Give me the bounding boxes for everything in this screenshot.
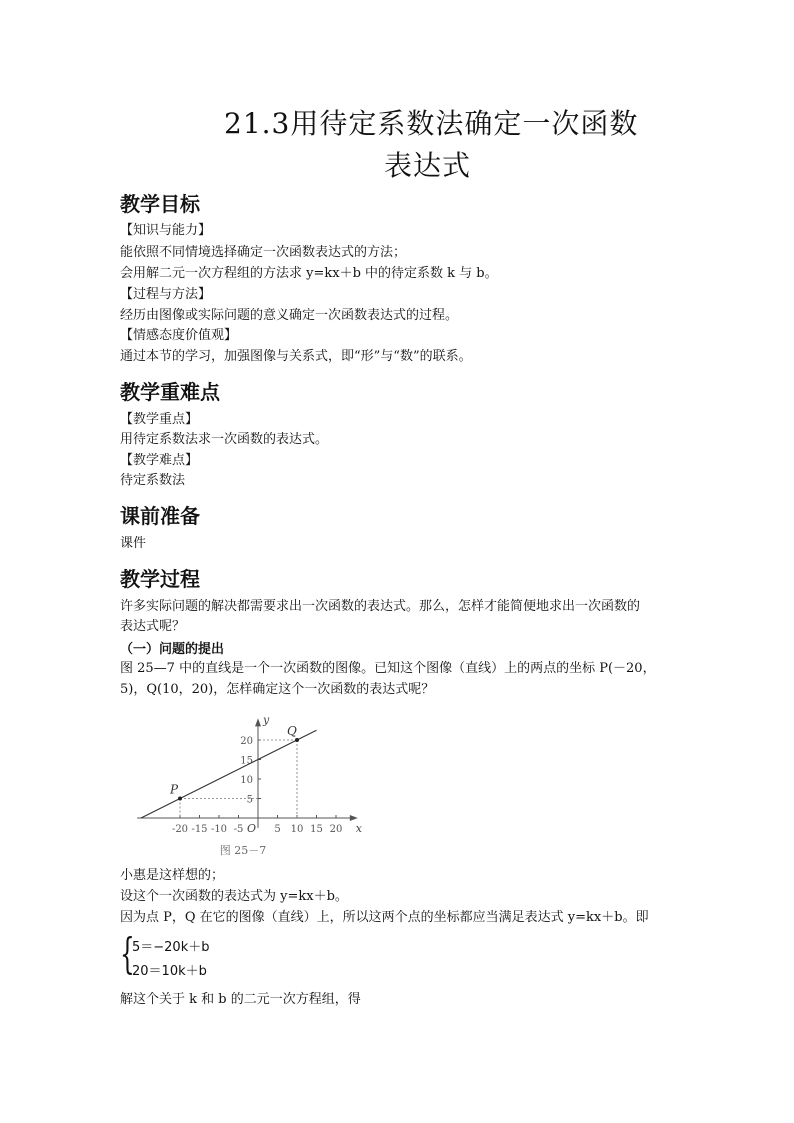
figure-25-7-chart <box>118 700 378 860</box>
x-tick-label: 15 <box>310 824 323 835</box>
prep-text: 课件 <box>120 536 147 551</box>
knowledge-line-1: 能依照不同情境选择确定一次函数表达式的方法； <box>120 245 407 260</box>
thought-line-2: 设这个一次函数的表达式为 y=kx＋b。 <box>120 889 348 904</box>
thought-line-1: 小惠是这样想的； <box>120 868 225 883</box>
attitude-line: 通过本节的学习，加强图像与关系式，即“形”与“数”的联系。 <box>120 349 472 364</box>
thought-line-3: 因为点 P，Q 在它的图像（直线）上，所以这两个点的坐标都应当满足表达式 y=kx＋b。即 <box>120 910 649 925</box>
x-axis-label: x <box>355 822 363 835</box>
left-brace-icon: { <box>120 929 135 978</box>
point-Q <box>295 738 299 742</box>
x-tick-label: -20 <box>171 824 189 835</box>
point-P <box>178 797 182 801</box>
point-label-Q: Q <box>287 724 297 738</box>
difficulty-text: 待定系数法 <box>120 473 186 488</box>
y-tick-label: 10 <box>240 775 253 786</box>
focus-label: 【教学重点】 <box>120 412 199 427</box>
x-axis-arrow-icon <box>350 815 358 821</box>
x-tick-label: 5 <box>274 824 281 835</box>
process-method-label: 【过程与方法】 <box>120 287 212 302</box>
y-tick-label: 15 <box>240 755 253 767</box>
question-line-1: 图 25—7 中的直线是一个一次函数的图像。已知这个图像（直线）上的两点的坐标 P(－20， <box>120 661 656 676</box>
equation-system <box>120 930 280 980</box>
page-title-line1: 21.3用待定系数法确定一次函数 <box>224 107 639 140</box>
closing-line: 解这个关于 k 和 b 的二元一次方程组，得 <box>120 992 361 1007</box>
equation-1: 5＝−20k＋b <box>132 940 210 955</box>
process-method-line: 经历由图像或实际问题的意义确定一次函数表达式的过程。 <box>120 308 459 323</box>
x-tick-label: 10 <box>290 824 304 835</box>
intro-line-2: 表达式呢？ <box>120 619 186 634</box>
heading-key-points: 教学重难点 <box>120 380 220 404</box>
x-tick-label: -5 <box>233 824 244 835</box>
heading-goals: 教学目标 <box>120 192 200 216</box>
page-title-line2: 表达式 <box>384 149 472 182</box>
x-tick-label: -10 <box>210 824 228 835</box>
subheading-problem: （一）问题的提出 <box>120 642 225 657</box>
origin-label: O <box>247 822 257 835</box>
question-line-2: 5)，Q(10，20)，怎样确定这个一次函数的表达式呢？ <box>120 682 435 697</box>
heading-process: 教学过程 <box>120 567 200 591</box>
attitude-label: 【情感态度价值观】 <box>120 328 238 343</box>
y-tick-label: 20 <box>240 736 253 747</box>
focus-text: 用待定系数法求一次函数的表达式。 <box>120 432 329 447</box>
x-tick-label: -15 <box>191 824 208 835</box>
equation-2: 20＝10k＋b <box>132 964 207 979</box>
heading-prep: 课前准备 <box>120 504 200 528</box>
y-axis-label: y <box>263 713 270 727</box>
series-line-0 <box>141 730 317 818</box>
difficulty-label: 【教学难点】 <box>120 453 199 468</box>
knowledge-label: 【知识与能力】 <box>120 223 212 238</box>
y-tick-label: 5 <box>246 794 253 806</box>
intro-line-1: 许多实际问题的解决都需要求出一次函数的表达式。那么，怎样才能简便地求出一次函数的 <box>120 599 641 614</box>
y-axis-arrow-icon <box>255 718 261 726</box>
point-label-P: P <box>170 782 179 797</box>
x-tick-label: 20 <box>329 824 343 835</box>
figure-caption: 图 25－7 <box>219 844 267 857</box>
knowledge-line-2: 会用解二元一次方程组的方法求 y=kx＋b 中的待定系数 k 与 b。 <box>120 266 498 281</box>
